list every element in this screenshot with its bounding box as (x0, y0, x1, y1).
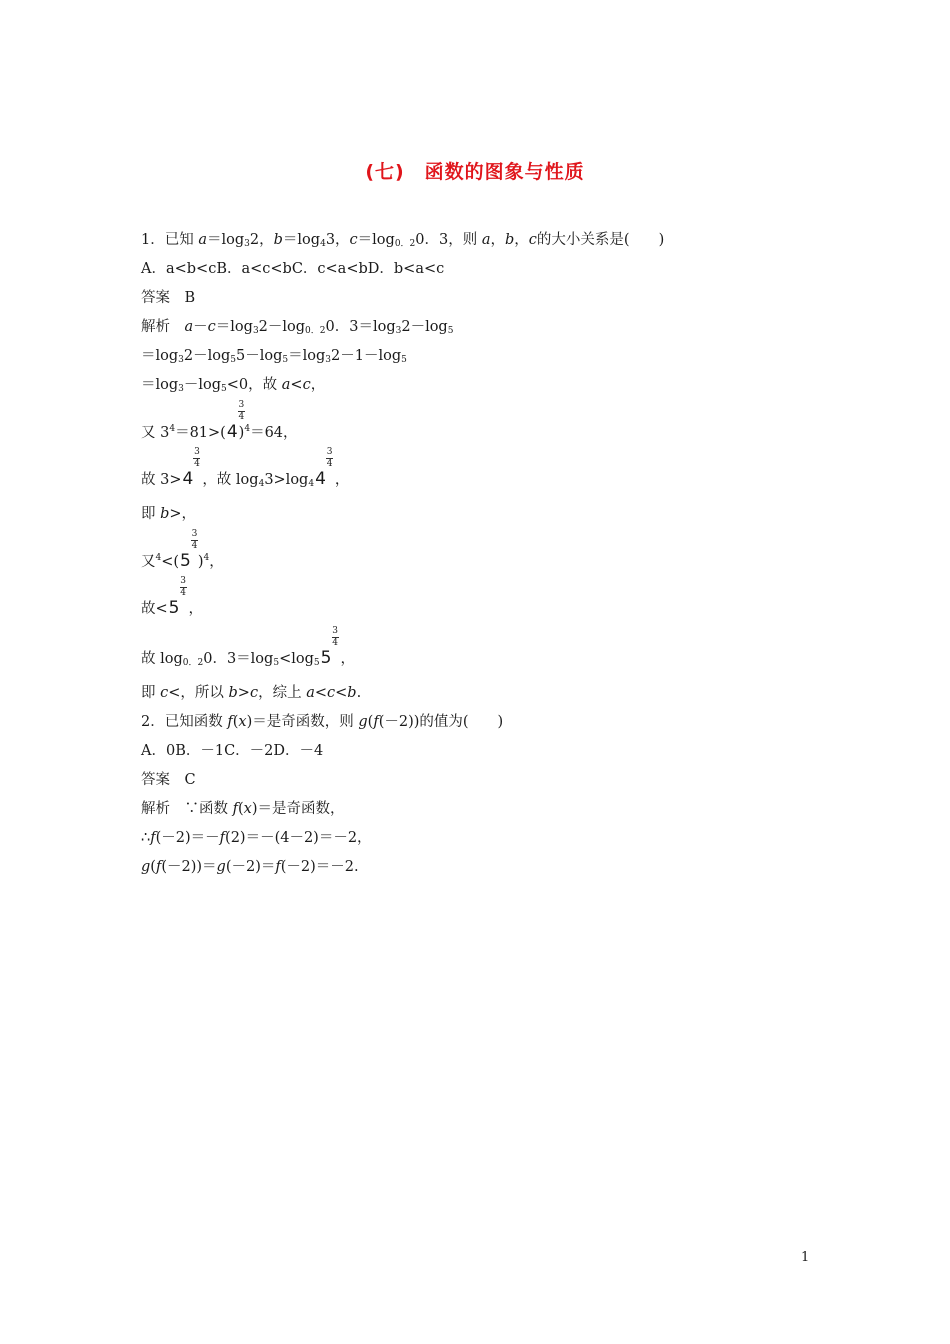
power-expression: 4 3 4 (226, 400, 245, 442)
page-title: (七) 函数的图象与性质 (365, 161, 585, 183)
question-2: 2．已知函数 f(x)＝是奇函数，则 g(f(－2))的值为( ) (141, 714, 504, 730)
analysis-1-line-8: 故<5 3 4 ， (141, 576, 203, 618)
analysis-1-line-1: 解析 $a-c=\log_32-\log_{0.2}0$．$3=\log_32-\log_5$ (141, 319, 454, 336)
analysis-1-line-5: 故 3>4 3 4 ，故 $\log_43>\log_44$ 3 4 ， (141, 447, 350, 489)
analysis-1-line-3: $=\log_3-\log_5<0$，故 a<c， (141, 377, 326, 394)
analysis-1-line-9: 故 $\log_{0.2}0$．$3=\log_5<\log_55$ 3 4 ， (141, 626, 355, 668)
answer-2: 答案 C (141, 772, 196, 788)
answer-1: 答案 B (141, 290, 196, 306)
analysis-1-line-7: 又$^4$<(5 3 4 )$^4$， (141, 529, 224, 571)
power-expression: 5 3 4 (320, 626, 338, 668)
power-expression: 4 3 4 (315, 447, 333, 489)
page-number: 1 (801, 1250, 810, 1265)
power-expression: 4 3 4 (182, 447, 200, 489)
question-1: 1．已知 $a=\log_32$，$b=\log_43$，$c=\log_{0.2}0$．3，则 a，b，c的大小关系是( ) (141, 232, 665, 249)
analysis-2-line-1: 解析 ∵函数 f(x)＝是奇函数， (141, 801, 345, 817)
document-body (141, 226, 841, 882)
power-expression: 5 3 4 (168, 576, 187, 618)
analysis-1-line-6: 即 b>， (141, 506, 197, 522)
analysis-1-line-2: $=\log_32-\log_55-\log_5=\log_32-1-\log_5$ (141, 348, 407, 365)
power-expression: 5 3 4 (180, 529, 198, 571)
analysis-2-line-2: ∴f(－2)＝－f(2)＝－(4－2)＝－2， (141, 830, 372, 846)
analysis-2-line-3: g(f(－2))＝g(－2)＝f(－2)＝－2. (141, 859, 359, 875)
question-2-options: A．0B．－1C．－2D．－4 (141, 743, 324, 759)
question-1-options: A．a<b<cB．a<c<bC．c<a<bD．b<a<c (141, 261, 445, 277)
analysis-1-line-4: 又 $3^4=81>(4$ 3 4 )$^4$＝64， (141, 400, 298, 442)
analysis-1-line-10: 即 c<，所以 b>c，综上 a<c<b. (141, 685, 362, 701)
